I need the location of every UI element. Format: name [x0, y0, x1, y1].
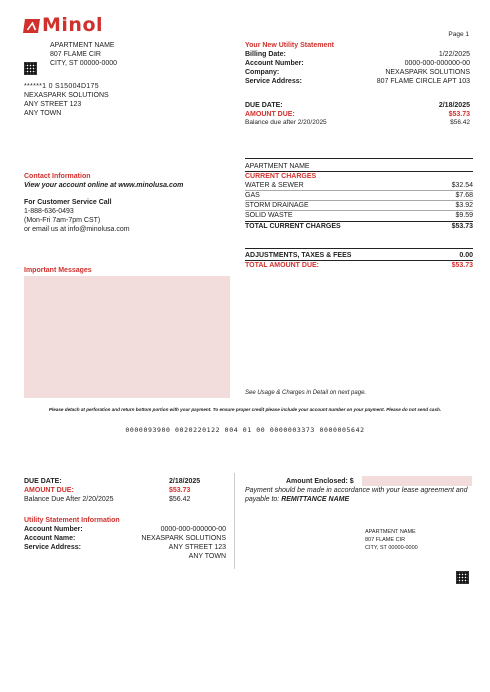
- company-line: ANY STREET 123: [24, 101, 82, 109]
- online-link[interactable]: View your account online at www.minolusa.com: [24, 182, 184, 190]
- company-line: ANY TOWN: [24, 110, 62, 118]
- current-charges-title: CURRENT CHARGES: [245, 173, 317, 181]
- contact-title: Contact Information: [24, 173, 91, 180]
- statement-row: Service Address: 807 FLAME CIRCLE APT 103: [245, 78, 470, 86]
- statement-row: Account Number: 0000-000-000000-00: [245, 60, 470, 68]
- balance-after-row: Balance due after 2/20/2025 $56.42: [245, 119, 470, 127]
- important-messages-box: [24, 276, 230, 398]
- stub-info-title: Utility Statement Information: [24, 517, 120, 524]
- remit-address: APARTMENT NAME 807 FLAME CIR CITY, ST 00000-0000: [365, 529, 418, 551]
- divider: [245, 158, 473, 159]
- company-block: [24, 82, 214, 118]
- detach-note: Please detach at perforation and return bottom portion with your payment. To ensure proper credit please include your account number on your payment. Please do not send cash.: [48, 407, 442, 412]
- qr-code-icon: [24, 62, 37, 75]
- stub-info-row: Account Number: 0000-000-000000-00: [24, 526, 226, 534]
- stub-divider: [234, 473, 235, 569]
- minol-logo: [24, 16, 103, 35]
- logo-mark-icon: [23, 19, 40, 33]
- recipient-name: APARTMENT NAME: [50, 42, 115, 49]
- due-date-row: DUE DATE: 2/18/2025: [245, 102, 470, 109]
- statement-title: Your New Utility Statement: [245, 42, 334, 49]
- stub-due-summary: [24, 477, 229, 504]
- stub-due-date-row: DUE DATE: 2/18/2025: [24, 478, 201, 485]
- total-current-row: TOTAL CURRENT CHARGES $53.73: [245, 222, 473, 230]
- phone-number[interactable]: 1-888-636-0493: [24, 208, 74, 216]
- brand-name: Minol: [42, 14, 104, 36]
- stub-info-row: Account Name: NEXASPARK SOLUTIONS: [24, 535, 226, 543]
- statement-row: Company: NEXASPARK SOLUTIONS: [245, 69, 470, 77]
- important-messages-title: Important Messages: [24, 267, 92, 274]
- recipient-city: CITY, ST 00000-0000: [50, 60, 118, 68]
- stub-info-row: ANY TOWN: [188, 553, 226, 561]
- charge-row: SOLID WASTE $9.59: [245, 211, 473, 221]
- amount-due-row: AMOUNT DUE: $53.73: [245, 111, 470, 119]
- stub-qr-code-icon: [456, 571, 469, 584]
- apartment-name: APARTMENT NAME: [245, 163, 310, 170]
- due-summary: [245, 101, 470, 128]
- statement-row: Billing Date: 1/22/2025: [245, 51, 470, 59]
- charge-row: WATER & SEWER $32.54: [245, 181, 473, 191]
- amount-enclosed-label: Amount Enclosed: $: [286, 478, 354, 485]
- charge-row: GAS $7.68: [245, 191, 473, 201]
- payment-note: Payment should be made in accordance with your lease agreement and payable to: REMITTANCE NAME: [245, 487, 468, 504]
- total-due-row: TOTAL AMOUNT DUE: $53.73: [245, 261, 473, 269]
- contact-email[interactable]: or email us at info@minolusa.com: [24, 226, 130, 234]
- service-title: For Customer Service Call: [24, 199, 112, 207]
- stub-info-row: Service Address: ANY STREET 123: [24, 544, 226, 552]
- charges-table: [245, 158, 473, 270]
- amount-enclosed-field[interactable]: [362, 476, 472, 486]
- scanline: 0000093900 0020220122 004 01 00 0000003373 0000005642: [125, 426, 365, 434]
- recipient-street: 807 FLAME CIR: [50, 51, 101, 59]
- adjustments-row: ADJUSTMENTS, TAXES & FEES 0.00: [245, 249, 473, 261]
- service-hours: (Mon-Fri 7am-7pm CST): [24, 217, 101, 225]
- stub-amount-due-row: AMOUNT DUE: $53.73: [24, 487, 191, 495]
- stub-balance-row: Balance Due After 2/20/2025 $56.42: [24, 496, 191, 504]
- recipient-address: [50, 41, 200, 68]
- company-line: NEXASPARK SOLUTIONS: [24, 92, 109, 100]
- payee-name: REMITTANCE NAME: [281, 496, 350, 504]
- mail-code: ******1 0 S15004D175: [24, 83, 99, 90]
- charge-row: STORM DRAINAGE $3.92: [245, 201, 473, 211]
- statement-summary: [245, 41, 470, 86]
- stub-info: [24, 516, 226, 561]
- page-label: Page 1: [448, 31, 469, 38]
- contact-info: [24, 172, 229, 235]
- see-usage-note: See Usage & Charges in Detail on next page.: [245, 390, 367, 396]
